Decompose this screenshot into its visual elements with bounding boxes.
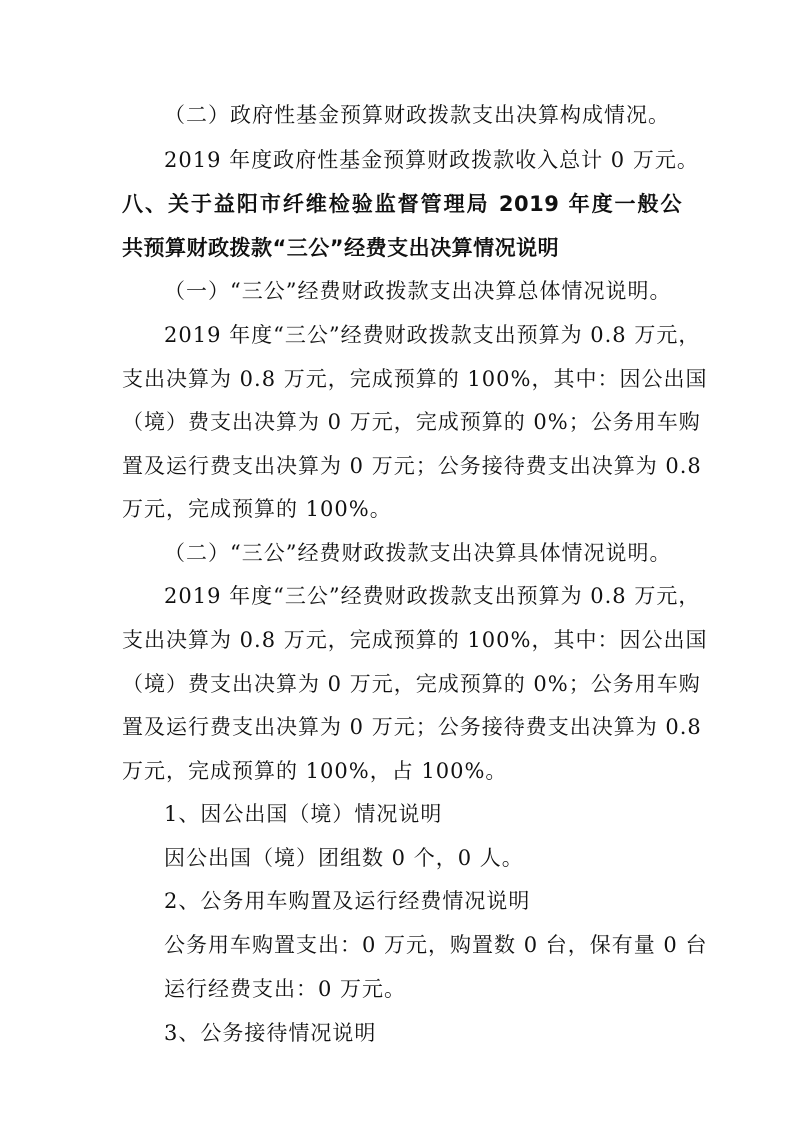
paragraph-gov-fund-total: 2019 年度政府性基金预算财政拨款收入总计 0 万元。	[164, 148, 699, 172]
paragraph-overall-line-5: 万元，完成预算的 100%。	[122, 497, 392, 521]
paragraph-detail-line-5: 万元，完成预算的 100%，占 100%。	[122, 759, 508, 783]
subsection-heading-vehicles: 2、公务用车购置及运行经费情况说明	[164, 889, 531, 913]
section-heading-overall: （一）“三公”经费财政拨款支出决算总体情况说明。	[164, 279, 672, 303]
paragraph-overall-line-3: （境）费支出决算为 0 万元，完成预算的 0%；公务用车购	[122, 410, 701, 434]
paragraph-overseas: 因公出国（境）团组数 0 个，0 人。	[164, 846, 524, 870]
section-heading-detail: （二）“三公”经费财政拨款支出决算具体情况说明。	[164, 541, 672, 565]
paragraph-detail-line-1: 2019 年度“三公”经费财政拨款支出预算为 0.8 万元，	[164, 584, 701, 608]
subsection-heading-reception: 3、公务接待情况说明	[164, 1021, 377, 1045]
paragraph-detail-line-2: 支出决算为 0.8 万元，完成预算的 100%，其中：因公出国	[122, 628, 708, 652]
paragraph-detail-line-4: 置及运行费支出决算为 0 万元；公务接待费支出决算为 0.8	[122, 715, 702, 739]
paragraph-overall-line-4: 置及运行费支出决算为 0 万元；公务接待费支出决算为 0.8	[122, 454, 702, 478]
subsection-heading-overseas: 1、因公出国（境）情况说明	[164, 802, 443, 826]
paragraph-overall-line-2: 支出决算为 0.8 万元，完成预算的 100%，其中：因公出国	[122, 367, 708, 391]
paragraph-detail-line-3: （境）费支出决算为 0 万元，完成预算的 0%；公务用车购	[122, 672, 701, 696]
paragraph-vehicle-purchase: 公务用车购置支出：0 万元，购置数 0 台，保有量 0 台	[164, 933, 708, 957]
paragraph-overall-line-1: 2019 年度“三公”经费财政拨款支出预算为 0.8 万元，	[164, 323, 701, 347]
section-heading-gov-fund: （二）政府性基金预算财政拨款支出决算构成情况。	[164, 103, 670, 127]
chapter-heading-line-1: 八、关于益阳市纤维检验监督管理局 2019 年度一般公	[122, 192, 682, 216]
chapter-heading-line-2: 共预算财政拨款“三公”经费支出决算情况说明	[122, 236, 560, 260]
paragraph-vehicle-operation: 运行经费支出：0 万元。	[164, 977, 407, 1001]
